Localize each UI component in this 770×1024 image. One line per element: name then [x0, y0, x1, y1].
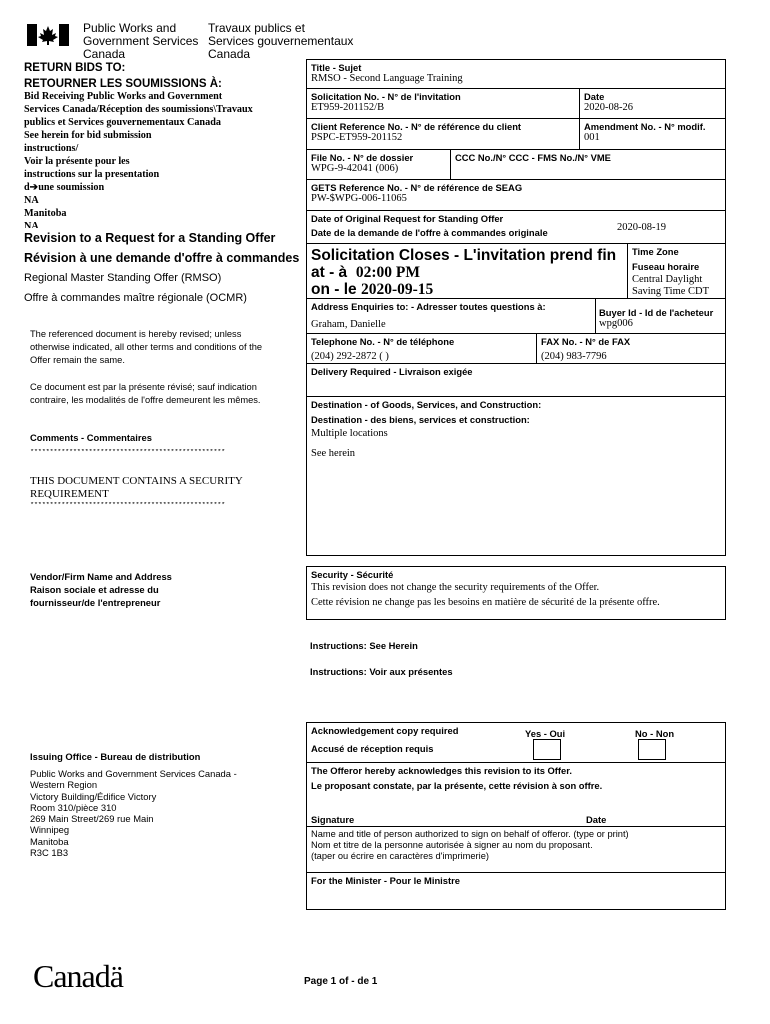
stars-divider: ************************************************** [30, 502, 226, 510]
title-cell: Title - Sujet RMSO - Second Language Training [306, 59, 726, 89]
address-enquiries-cell: Address Enquiries to: - Adresser toutes questions à: Graham, Danielle [306, 298, 596, 334]
issuing-office-label: Issuing Office - Bureau de distribution [30, 751, 201, 762]
gov-name-en: Public Works and Government Services Canada [83, 21, 199, 61]
stars-divider: ************************************************** [30, 449, 226, 457]
instructions-fr: Instructions: Voir aux présentes [310, 666, 453, 677]
buyer-id-cell: Buyer Id - Id de l'acheteur wpg006 [595, 298, 726, 334]
issuing-office-address: Public Works and Government Services Canada - Western Region Victory Building/Édifice Victory Room 310/pièce 310 269 Main Street/269 rue Main Winnipeg Manitoba R3C 1B3 [30, 768, 237, 859]
revision-notice-fr: Ce document est par la présente révisé; sauf indication contraire, les modalités de l'offre demeurent les mêmes. [30, 382, 261, 405]
security-requirement-text: THIS DOCUMENT CONTAINS A SECURITY REQUIREMENT [30, 475, 243, 500]
canada-wordmark: Canadä [33, 958, 123, 994]
client-reference-cell: Client Reference No. - N° de référence du client PSPC-ET959-201152 [306, 118, 580, 150]
gets-cell: GETS Reference No. - N° de référence de SEAG PW-$WPG-006-11065 [306, 179, 726, 211]
canada-flag-icon [27, 24, 69, 46]
vendor-label: Vendor/Firm Name and Address Raison sociale et adresse du fournisseur/de l'entrepreneur [30, 571, 172, 608]
file-number-cell: File No. - N° de dossier WPG-9-42041 (006) [306, 149, 451, 180]
fax-cell: FAX No. - N° de FAX (204) 983-7796 [536, 333, 726, 364]
revision-title-en: Revision to a Request for a Standing Offer [24, 231, 276, 245]
revision-title-fr: Révision à une demande d'offre à commandes [24, 251, 300, 265]
security-cell: Security - Sécurité This revision does not change the security requirements of the Offer. Cette révision ne change pas les besoins en matière de sécurité de la présente offre. [306, 566, 726, 620]
delivery-required-cell: Delivery Required - Livraison exigée [306, 363, 726, 397]
date-cell: Date 2020-08-26 [579, 88, 726, 119]
acknowledgement-cell: Acknowledgement copy required Accusé de réception requis Yes - Oui No - Non [306, 722, 726, 763]
instructions-en: Instructions: See Herein [310, 640, 418, 651]
solicitation-cell: Solicitation No. - N° de l'invitation ET959-201152/B [306, 88, 580, 119]
ack-no-checkbox[interactable] [638, 739, 666, 760]
rmso-en: Regional Master Standing Offer (RMSO) [24, 272, 222, 284]
bid-receiving-address: Bid Receiving Public Works and Government Services Canada/Réception des soumissions\Travaux publics et Services gouvernementaux Canada See herein for bid submission instructions/ Voir la présente pour les instructions sur la presentation d➔une soumission NA Manitoba NA [24, 91, 253, 228]
ccc-cell: CCC No./N° CCC - FMS No./N° VME [450, 149, 726, 180]
minister-cell: For the Minister - Pour le Ministre [306, 872, 726, 910]
solicitation-closes-cell: Solicitation Closes - L'invitation prend fin at - à 02:00 PM on - le 2020-09-15 [306, 243, 628, 299]
offeror-signature-cell: The Offeror hereby acknowledges this revision to its Offer. Le proposant constate, par la présente, cette révision à son offre. Signature Date Name and title of person authorized to sign on behalf of offeror. (type or print) Nom et titre de la personne autorisée à signer au nom du proposant. (taper ou écrire en caractères d'imprimerie) [306, 762, 726, 873]
destination-cell: Destination - of Goods, Services, and Construction: Destination - des biens, services et construction: Multiple locations See herein [306, 396, 726, 556]
amendment-cell: Amendment No. - N° modif. 001 [579, 118, 726, 150]
original-request-date-cell: Date of Original Request for Standing Offer Date de la demande de l'offre à commandes originale 2020-08-19 [306, 210, 726, 244]
telephone-cell: Telephone No. - N° de téléphone (204) 292-2872 ( ) [306, 333, 537, 364]
ack-yes-checkbox[interactable] [533, 739, 561, 760]
return-bids-heading: RETURN BIDS TO: RETOURNER LES SOUMISSIONS À: [24, 62, 222, 90]
page-number: Page 1 of - de 1 [304, 976, 378, 987]
time-zone-cell: Time Zone Fuseau horaire Central Daylight Saving Time CDT [627, 243, 726, 299]
gov-name-fr: Travaux publics et Services gouvernementaux Canada [208, 21, 354, 61]
comments-label: Comments - Commentaires [30, 432, 152, 443]
revision-notice-en: The referenced document is hereby revised; unless otherwise indicated, all other terms and conditions of the Offer remain the same. [30, 329, 263, 365]
rmso-fr: Offre à commandes maître régionale (OCMR) [24, 292, 247, 304]
